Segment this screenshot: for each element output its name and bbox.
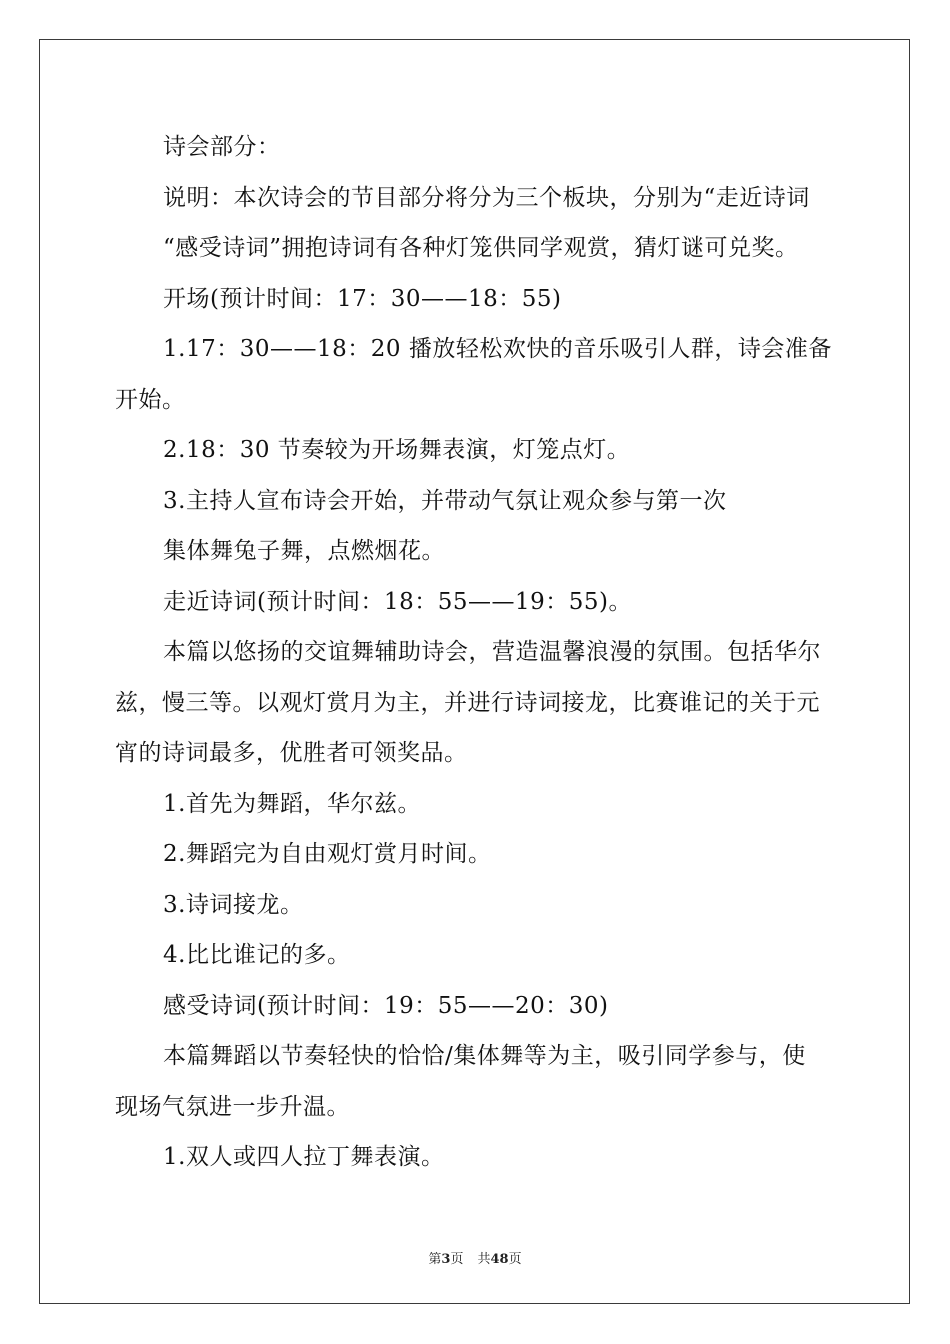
section-heading-approach-poetry: 走近诗词(预计时间：18：55——19：55)。	[163, 588, 633, 615]
paragraph-line: 现场气氛进一步升温。	[115, 1093, 350, 1120]
list-item: 2.18：30 节奏较为开场舞表演，灯笼点灯。	[163, 437, 631, 463]
list-item: 3.主持人宣布诗会开始，并带动气氛让观众参与第一次	[163, 487, 727, 514]
paragraph-line: 开始。	[115, 386, 186, 413]
list-item: 1.首先为舞蹈，华尔兹。	[163, 790, 421, 817]
section-heading-feel-poetry: 感受诗词(预计时间：19：55——20：30)	[163, 992, 609, 1019]
paragraph-line: 兹，慢三等。以观灯赏月为主，并进行诗词接龙，比赛谁记的关于元	[115, 689, 820, 716]
list-item: 2.舞蹈完为自由观灯赏月时间。	[163, 841, 492, 867]
footer-page-prefix: 第	[428, 1252, 442, 1267]
section-heading-opening: 开场(预计时间：17：30——18：55)	[163, 285, 562, 312]
paragraph-line: “感受诗词”拥抱诗词有各种灯笼供同学观赏，猜灯谜可兑奖。	[163, 235, 799, 261]
paragraph-line: 集体舞兔子舞，点燃烟花。	[163, 538, 445, 564]
paragraph-line: 说明：本次诗会的节目部分将分为三个板块，分别为“走近诗词	[163, 184, 810, 211]
document-body	[115, 122, 835, 1183]
list-item: 1.双人或四人拉丁舞表演。	[163, 1144, 445, 1170]
footer-total-pages: 48	[490, 1252, 509, 1267]
page-footer	[0, 1248, 950, 1267]
list-item: 1.17：30——18：20 播放轻松欢快的音乐吸引人群，诗会准备	[163, 336, 832, 362]
paragraph-line: 本篇舞蹈以节奏轻快的恰恰/集体舞等为主，吸引同学参与，使	[163, 1043, 806, 1069]
list-item: 3.诗词接龙。	[163, 891, 304, 918]
footer-total-prefix: 共	[477, 1252, 491, 1267]
paragraph-line: 本篇以悠扬的交谊舞辅助诗会，营造温馨浪漫的氛围。包括华尔	[163, 639, 821, 665]
paragraph-line: 宵的诗词最多，优胜者可领奖品。	[115, 740, 468, 766]
footer-total-suffix: 页	[508, 1252, 522, 1267]
footer-page-number: 3	[441, 1252, 451, 1267]
list-item: 4.比比谁记的多。	[163, 942, 351, 968]
paragraph-line: 诗会部分：	[163, 134, 281, 160]
footer-page-suffix: 页	[450, 1252, 464, 1267]
